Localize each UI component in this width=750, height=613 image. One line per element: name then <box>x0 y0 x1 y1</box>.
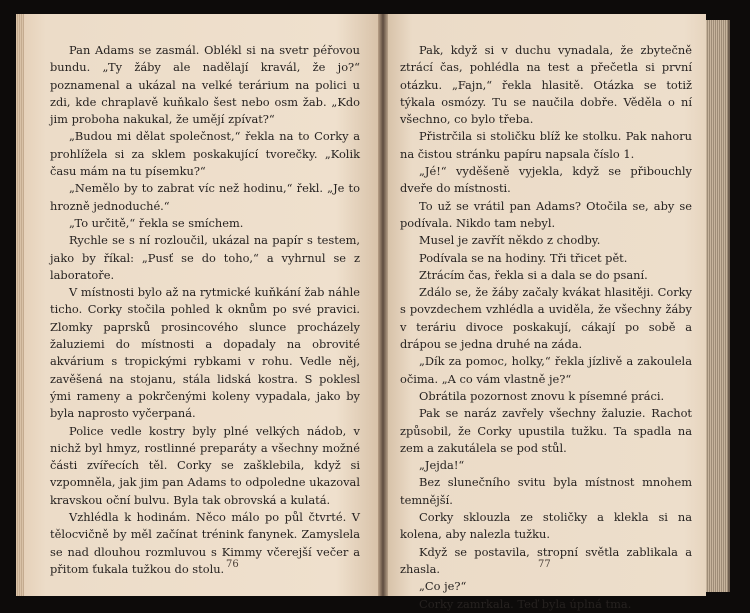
left-page-text <box>50 42 360 578</box>
right-page-text <box>400 42 692 613</box>
book-gutter <box>378 14 388 596</box>
paragraph: Ztrácím čas, řekla si a dala se do psaní. <box>419 267 648 282</box>
paragraph: Rychle se s ní rozloučil, ukázal na papír s testem, jako by říkal: „Pusť se do toho,“ a vyhrnul se z laboratoře. <box>50 233 360 282</box>
page-edge-stack <box>706 20 730 592</box>
left-page-edge <box>16 14 24 596</box>
paragraph: „Co je?“ <box>419 579 467 594</box>
page-number-right: 77 <box>538 559 551 570</box>
paragraph: Pak, když si v duchu vynadala, že zbytečně ztrácí čas, pohlédla na test a přečetla si první otázku. „Fajn,“ řekla hlasitě. Otázka se totiž týkala osmózy. Tu se naučila dobře. Věděla o ní všechno, co bylo třeba. <box>400 43 692 127</box>
paragraph: „To určitě,“ řekla se smíchem. <box>69 215 244 230</box>
paragraph: Vzhlédla k hodinám. Něco málo po půl čtvrté. V tělocvičně by měl začínat trénink fanynek. Zamyslela se nad dlouhou rozmluvou s Kimmy včerejší večer a přitom ťukala tužkou do stolu. <box>50 510 360 576</box>
paragraph: Bez slunečního svitu byla místnost mnohem temnější. <box>400 475 692 507</box>
paragraph: „Nemělo by to zabrat víc než hodinu,“ řekl. „Je to hrozně jednoduché.“ <box>50 181 360 213</box>
paragraph: Musel je zavřít někdo z chodby. <box>419 233 601 248</box>
paragraph: „Budou mi dělat společnost,“ řekla na to Corky a prohlížela si za sklem poskakující tvorečky. „Kolik času mám na tu písemku?“ <box>50 129 360 179</box>
paragraph: „Dík za pomoc, holky,“ řekla jízlivě a zakoulela očima. „A co vám vlastně je?“ <box>400 354 692 386</box>
paragraph: Corky zamrkala. Teď byla úplná tma. <box>419 596 632 611</box>
paragraph: „Jejda!“ <box>419 458 465 473</box>
paragraph: „Jé!“ vyděšeně vyjekla, když se přibouchly dveře do místnosti. <box>400 164 692 196</box>
paragraph: Když se postavila, stropní světla zablikala a zhasla. <box>400 544 692 576</box>
paragraph: Obrátila pozornost znovu k písemné práci. <box>419 388 665 403</box>
paragraph: Pan Adams se zasmál. Oblékl si na svetr péřovou bundu. „Ty žáby ale nadělají kravál, že jo?“ poznamenal a ukázal na velké terárium na polici u zdi, kde chraplavě kuňkalo šest nebo osm žab. „Kdo jim proboha nakukal, že umějí zpívat?“ <box>50 43 360 127</box>
paragraph: Podívala se na hodiny. Tři třicet pět. <box>419 250 628 265</box>
paragraph: To už se vrátil pan Adams? Otočila se, aby se podívala. Nikdo tam nebyl. <box>400 198 692 230</box>
paragraph: Přistrčila si stoličku blíž ke stolku. Pak nahoru na čistou stránku papíru napsala číslo 1. <box>400 129 692 161</box>
paragraph: Police vedle kostry byly plné velkých nádob, v nichž byl hmyz, rostlinné preparáty a všechny možné části zvířecích těl. Corky se zašklebila, když si vzpomněla, jak jim pan Adams to odpoledne ukazoval kravskou oční bulvu. Byla tak obrovská a kulatá. <box>50 423 360 507</box>
paragraph: V místnosti bylo až na rytmické kuňkání žab náhle ticho. Corky stočila pohled k oknům po své pravici. Zlomky paprsků prosincového slunce procházely žaluziemi do místnosti a dopadaly na obrovité akvárium s tropickými rybkami v rohu. Vedle něj, zavěšená na stojanu, stála lidská kostra. S poklesl ými rameny a pokrčenými koleny vypadala, jako by byla naprosto vyčerpaná. <box>50 285 360 421</box>
paragraph: Corky sklouzla ze stoličky a klekla si na kolena, aby nalezla tužku. <box>400 510 692 542</box>
page-number-left: 76 <box>226 559 239 570</box>
paragraph: Zdálo se, že žáby začaly kvákat hlasitěji. Corky s povzdechem vzhlédla a uviděla, že všechny žáby v teráriu divoce poskakují, cákají po sobě a drápou se jedna druhé na záda. <box>400 285 692 352</box>
paragraph: Pak se naráz zavřely všechny žaluzie. Rachot způsobil, že Corky upustila tužku. Ta spadla na zem a zakutálela se pod stůl. <box>400 406 692 455</box>
